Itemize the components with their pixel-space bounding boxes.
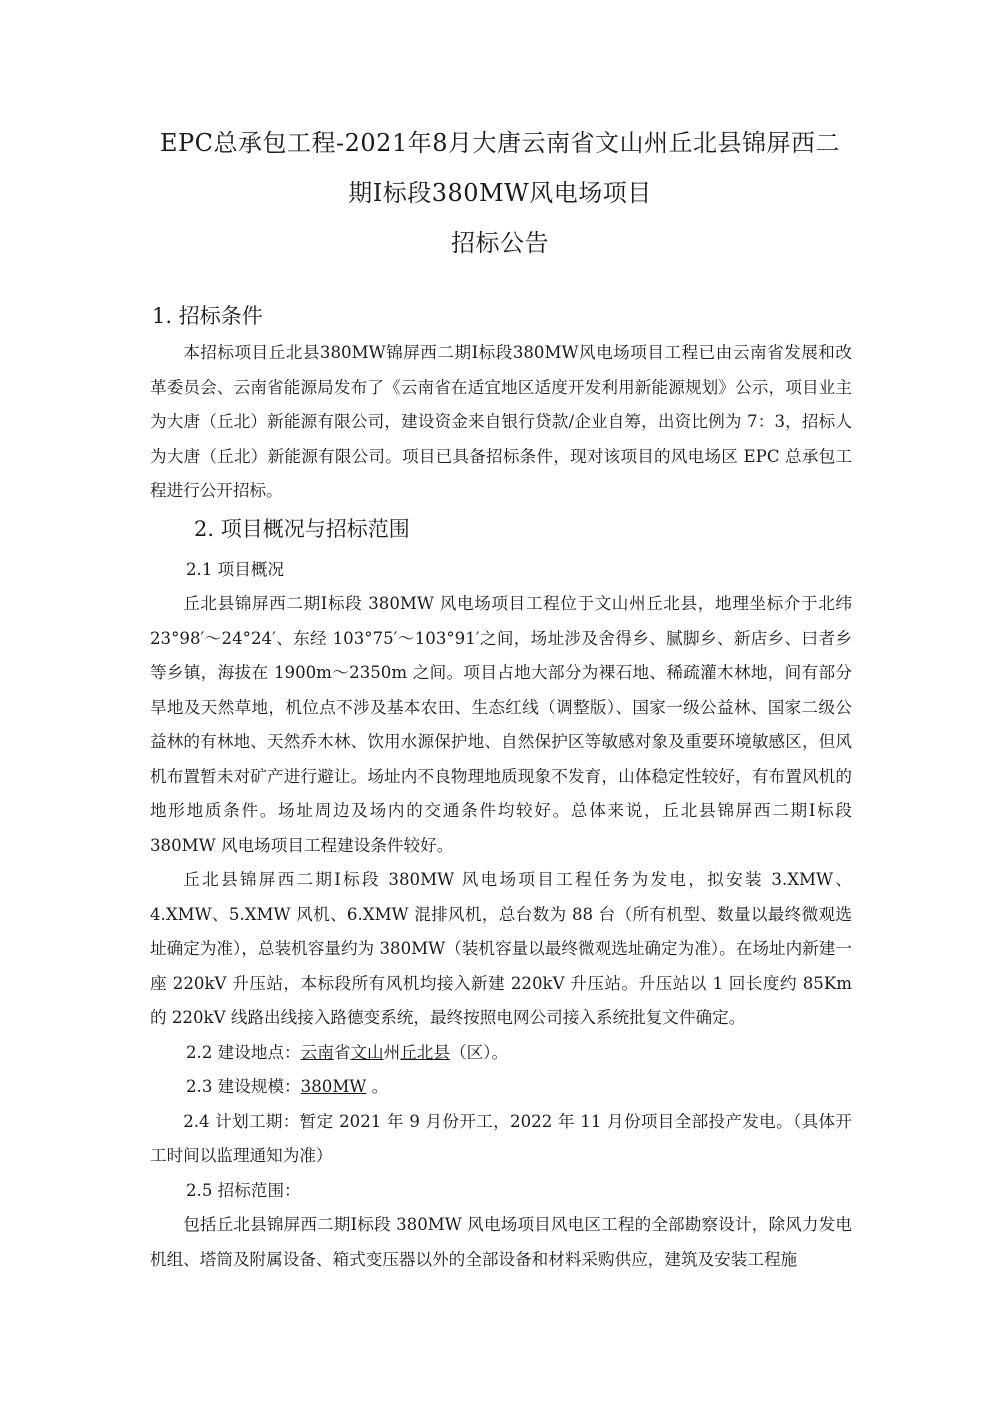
scale-value: 380MW xyxy=(300,1077,367,1096)
section-2-heading: 2. 项目概况与招标范围 xyxy=(194,516,410,541)
schedule-paragraph: 2.4 计划工期：暂定 2021 年 9 月份开工，2022 年 11 月份项目全部投产发电。（具体开工时间以监理通知为准） xyxy=(150,1111,852,1165)
document-body xyxy=(150,296,852,1277)
location-province: 云南 xyxy=(300,1042,334,1062)
title-line-3: 招标公告 xyxy=(451,229,549,257)
scale-suffix: 。 xyxy=(366,1077,389,1096)
document-title xyxy=(140,118,860,268)
location-label: 2.2 建设地点： xyxy=(186,1042,301,1062)
location-province-suffix: 省 xyxy=(333,1042,351,1062)
scale-label: 2.3 建设规模： xyxy=(186,1077,301,1096)
construction-scale xyxy=(150,1070,852,1105)
bidding-scope-paragraph: 包括丘北县锦屏西二期Ⅰ标段 380MW 风电场项目风电区工程的全部勘察设计，除风力发电机组、塔筒及附属设备、箱式变压器以外的全部设备和材料采购供应，建筑及安装工程施 xyxy=(150,1215,852,1269)
construction-location xyxy=(150,1036,852,1071)
subsection-2-5-heading: 2.5 招标范围： xyxy=(186,1180,301,1200)
title-line-2: 期Ⅰ标段380MW风电场项目 xyxy=(348,179,652,207)
location-county-suffix: （区）。 xyxy=(449,1042,509,1062)
location-county: 丘北县 xyxy=(400,1042,450,1062)
title-line-1: EPC总承包工程-2021年8月大唐云南省文山州丘北县锦屏西二 xyxy=(160,129,840,157)
project-task-paragraph: 丘北县锦屏西二期Ⅰ标段 380MW 风电场项目工程任务为发电，拟安装 3.XMW、4.XMW、5.XMW 风机、6.XMW 混排风机，总台数为 88 台（所有机型、数量以最终微观选址确定为准），总装机容量约为 380MW（装机容量以最终微观选址确定为准）。在场址内新建一座 220kV 升压站，本标段所有风机均接入新建 220kV 升压站。升压站以 1 回长度约 85Km 的 220kV 线路出线接入路德变系统，最终按照电网公司接入系统批复文件确定。 xyxy=(150,870,852,1027)
subsection-2-1-heading: 2.1 项目概况 xyxy=(186,559,285,579)
section-1-heading: 1. 招标条件 xyxy=(152,304,263,328)
section-1-paragraph: 本招标项目丘北县380MW锦屏西二期Ⅰ标段380MW风电场项目工程已由云南省发展和改革委员会、云南省能源局发布了《云南省在适宜地区适度开发利用新能源规划》公示，项目业主为大唐（丘北）新能源有限公司，建设资金来自银行贷款/企业自筹，出资比例为 7：3，招标人为大唐（丘北）新能源有限公司。项目已具备招标条件，现对该项目的风电场区 EPC 总承包工程进行公开招标。 xyxy=(150,343,852,500)
location-city-suffix: 州 xyxy=(383,1042,401,1062)
project-overview-paragraph: 丘北县锦屏西二期Ⅰ标段 380MW 风电场项目工程位于文山州丘北县，地理坐标介于北纬 23°98′～24°24′、东经 103°75′～103°91′之间，场址涉及舍得乡、腻脚乡、新店乡、曰者乡等乡镇，海拔在 1900m～2350m 之间。项目占地大部分为裸石地、稀疏灌木林地，间有部分旱地及天然草地，机位点不涉及基本农田、生态红线（调整版）、国家一级公益林、国家二级公益林的有林地、天然乔木林、饮用水源保护地、自然保护区等敏感对象及重要环境敏感区，但风机布置暂未对矿产进行避让。场址内不良物理地质现象不发育，山体稳定性较好，有布置风机的地形地质条件。场址周边及场内的交通条件均较好。总体来说，丘北县锦屏西二期Ⅰ标段 380MW 风电场项目工程建设条件较好。 xyxy=(150,594,852,855)
location-city: 文山 xyxy=(350,1042,384,1062)
